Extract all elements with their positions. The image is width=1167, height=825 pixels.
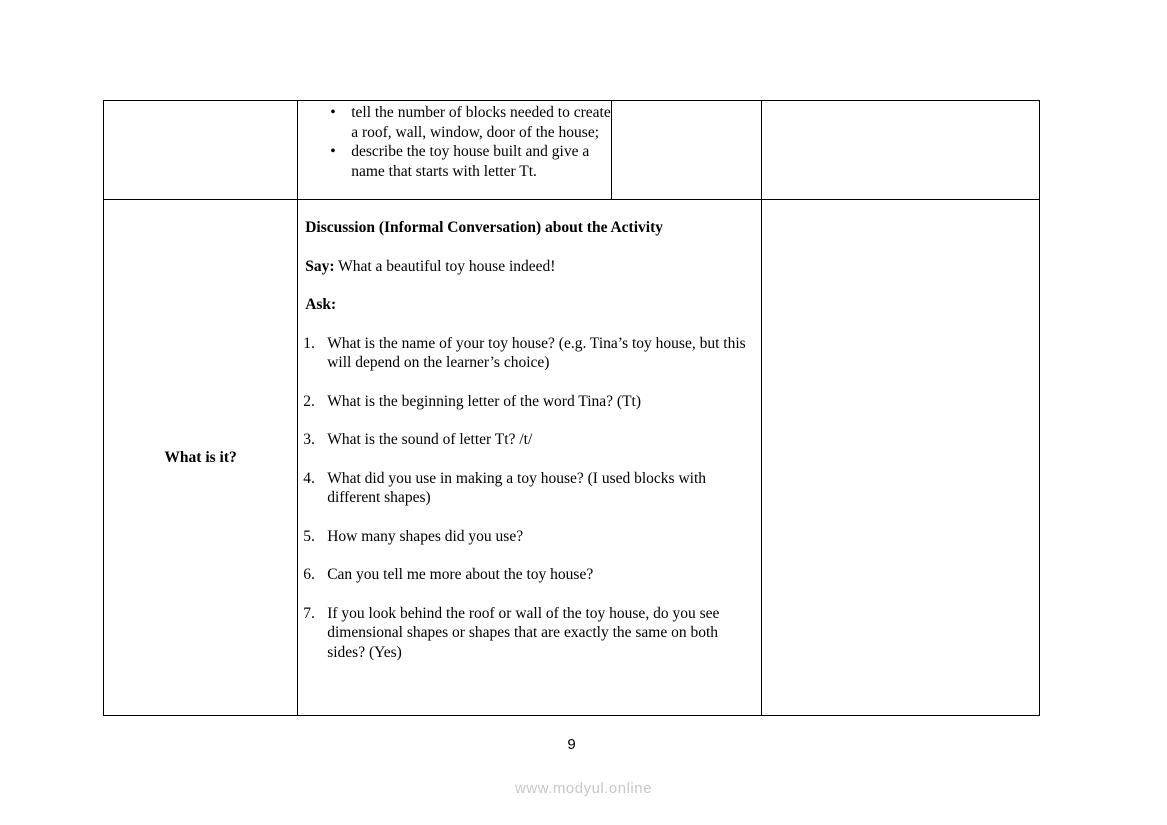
list-item: [305, 334, 760, 373]
watermark: www.modyul.online: [515, 780, 652, 797]
question-text: Can you tell me more about the toy house?: [327, 566, 594, 583]
question-text: What is the name of your toy house? (e.g. Tina’s toy house, but this will depend on the learner’s choice): [327, 334, 746, 371]
question-number: 1.: [303, 334, 315, 352]
row1-notes-cell: [761, 101, 1039, 200]
row2-notes-cell: [761, 200, 1039, 716]
say-label: Say:: [305, 257, 335, 275]
empty-subcell: [612, 101, 760, 199]
ask-label: Ask:: [305, 296, 337, 313]
question-text: If you look behind the roof or wall of the toy house, do you see dimensional shapes or shapes that are exactly the same on both sides? (Yes): [327, 604, 720, 661]
section-label: What is it?: [164, 448, 237, 466]
row2-content-cell: [298, 200, 761, 716]
list-item: • tell the number of blocks needed to create a roof, wall, window, door of the house;: [330, 103, 611, 142]
list-item: • describe the toy house built and give a name that starts with letter Tt.: [330, 142, 611, 181]
question-number: 5.: [303, 527, 315, 545]
say-line: [305, 257, 760, 277]
row1-label-cell: [104, 101, 298, 200]
list-item: [305, 527, 760, 547]
objective-list: [298, 103, 611, 181]
question-number: 3.: [303, 431, 315, 448]
objectives-subcell: [298, 101, 612, 199]
list-item: [305, 565, 760, 585]
discussion-block: [298, 200, 760, 662]
row1-content-cell: [298, 101, 761, 200]
question-text: What is the sound of letter Tt? /t/: [327, 431, 533, 448]
list-item: [305, 469, 760, 508]
question-number: 6.: [303, 566, 315, 583]
row2-label-cell: [104, 200, 298, 716]
list-item: [305, 604, 760, 663]
question-list: [305, 334, 760, 663]
question-text: How many shapes did you use?: [327, 527, 524, 545]
table-row: [104, 101, 1040, 200]
lesson-plan-table: [103, 100, 1040, 716]
question-text: What did you use in making a toy house? (I used blocks with different shapes): [327, 469, 707, 506]
question-number: 4.: [303, 469, 315, 487]
table-row: [104, 200, 1040, 716]
question-number: 7.: [303, 604, 315, 622]
page-number: 9: [567, 736, 576, 753]
say-text: What a beautiful toy house indeed!: [334, 257, 556, 275]
question-text: What is the beginning letter of the word Tina? (Tt): [327, 392, 642, 410]
question-number: 2.: [303, 392, 315, 410]
discussion-heading: Discussion (Informal Conversation) about the Activity: [305, 219, 663, 236]
list-item: [305, 392, 760, 412]
list-item: [305, 430, 760, 450]
